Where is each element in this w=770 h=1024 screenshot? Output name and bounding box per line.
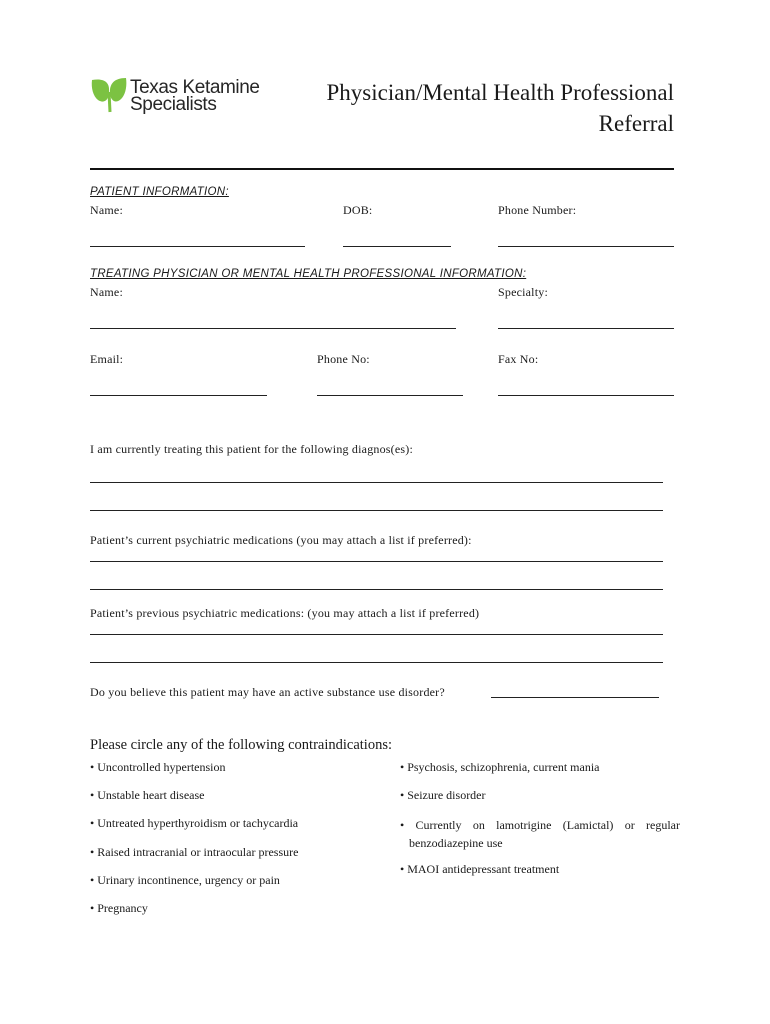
physician-email-label: Email: xyxy=(90,352,124,366)
previous-meds-line-2[interactable] xyxy=(90,662,663,663)
physician-fax-label: Fax No: xyxy=(498,352,539,366)
physician-specialty-label: Specialty: xyxy=(498,285,548,299)
physician-name-label: Name: xyxy=(90,285,123,299)
patient-phone-label: Phone Number: xyxy=(498,203,577,217)
contraindication-right-1[interactable]: • Psychosis, schizophrenia, current mania xyxy=(400,760,600,774)
patient-info-heading: PATIENT INFORMATION: xyxy=(90,186,229,198)
physician-phone-field[interactable] xyxy=(317,395,463,396)
physician-specialty-field[interactable] xyxy=(498,328,674,329)
diagnoses-question: I am currently treating this patient for the following diagnos(es): xyxy=(90,442,413,456)
contraindication-right-3[interactable] xyxy=(400,816,680,852)
contraindication-right-3-line-1: • Currently on lamotrigine (Lamictal) or regular xyxy=(400,818,680,832)
patient-phone-field[interactable] xyxy=(498,246,674,247)
company-logo xyxy=(90,76,270,116)
substance-use-field[interactable] xyxy=(491,697,659,698)
contraindication-left-6[interactable]: • Pregnancy xyxy=(90,901,148,915)
contraindication-left-5[interactable]: • Urinary incontinence, urgency or pain xyxy=(90,873,280,887)
physician-phone-label: Phone No: xyxy=(317,352,370,366)
page-title xyxy=(254,77,674,139)
patient-dob-label: DOB: xyxy=(343,203,373,217)
patient-name-label: Name: xyxy=(90,203,123,217)
leaf-icon xyxy=(90,76,128,114)
logo-line-1: Texas Ketamine xyxy=(130,77,260,98)
current-meds-question: Patient’s current psychiatric medications (you may attach a list if preferred): xyxy=(90,533,472,547)
substance-use-question: Do you believe this patient may have an active substance use disorder? xyxy=(90,685,445,699)
contraindication-right-2[interactable]: • Seizure disorder xyxy=(400,788,486,802)
previous-meds-line-1[interactable] xyxy=(90,634,663,635)
diagnoses-line-1[interactable] xyxy=(90,482,663,483)
logo-line-2: Specialists xyxy=(130,94,217,115)
physician-info-heading: TREATING PHYSICIAN OR MENTAL HEALTH PROFESSIONAL INFORMATION: xyxy=(90,268,527,280)
patient-dob-field[interactable] xyxy=(343,246,451,247)
physician-name-field[interactable] xyxy=(90,328,456,329)
physician-fax-field[interactable] xyxy=(498,395,674,396)
current-meds-line-1[interactable] xyxy=(90,561,663,562)
previous-meds-question: Patient’s previous psychiatric medications: (you may attach a list if preferred) xyxy=(90,606,480,620)
contraindication-right-4[interactable]: • MAOI antidepressant treatment xyxy=(400,862,560,876)
contraindication-left-2[interactable]: • Unstable heart disease xyxy=(90,788,205,802)
contraindication-left-1[interactable]: • Uncontrolled hypertension xyxy=(90,760,226,774)
diagnoses-line-2[interactable] xyxy=(90,510,663,511)
contraindication-left-3[interactable]: • Untreated hyperthyroidism or tachycardia xyxy=(90,816,299,830)
contraindication-right-3-line-2: benzodiazepine use xyxy=(409,836,503,850)
title-line-2: Referral xyxy=(598,111,674,136)
physician-email-field[interactable] xyxy=(90,395,267,396)
contraindication-left-4[interactable]: • Raised intracranial or intraocular pressure xyxy=(90,845,299,859)
title-line-1: Physician/Mental Health Professional xyxy=(326,80,674,105)
patient-name-field[interactable] xyxy=(90,246,305,247)
current-meds-line-2[interactable] xyxy=(90,589,663,590)
header-divider xyxy=(90,168,674,170)
contraindications-heading: Please circle any of the following contraindications: xyxy=(90,737,392,753)
